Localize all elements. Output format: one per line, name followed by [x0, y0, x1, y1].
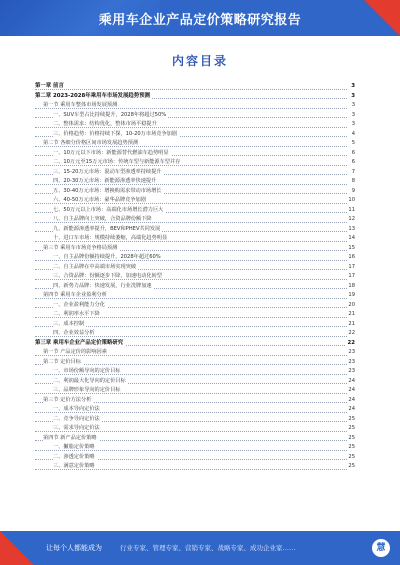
- toc-entry-page: 3: [351, 111, 355, 121]
- toc-entry-page: 23: [347, 367, 355, 377]
- toc-entry-label: 六、40-50万元市场：豪华品牌竞争加剧: [53, 197, 146, 203]
- toc-entry-label: 第四节 新产品定价策略: [43, 434, 97, 441]
- toc-entry[interactable]: [35, 301, 355, 311]
- toc-entry-label: 三、需求导向定价法: [53, 425, 100, 431]
- footer-red-corner: [0, 531, 34, 565]
- toc-entry-label: 第一章 前言: [35, 83, 64, 89]
- toc-entry-label: 第二节 各细分价格区间市场发展趋势预测: [43, 140, 139, 146]
- toc-entry-label: 十、进口车市场：规模持续萎缩，高端化趋势明显: [53, 235, 168, 241]
- toc-entry[interactable]: [35, 434, 355, 444]
- toc-entry-page: 25: [347, 424, 355, 434]
- toc-entry[interactable]: [35, 130, 355, 140]
- toc-entry-label: 四、新势力品牌：快速发展，行业洗牌加速: [53, 282, 152, 289]
- toc-entry-label: 一、市场份额导向的定价目标: [53, 368, 121, 374]
- toc-entry[interactable]: [35, 272, 355, 282]
- toc-entry-page: 8: [351, 177, 355, 187]
- toc-entry[interactable]: [35, 139, 355, 149]
- toc-entry[interactable]: [35, 358, 355, 368]
- toc-entry-label: 五、30-40万元市场：增换购需求带动市场增长: [53, 187, 162, 194]
- toc-entry-page: 10: [347, 196, 355, 206]
- table-of-contents: [35, 82, 355, 472]
- toc-entry[interactable]: [35, 120, 355, 130]
- toc-entry[interactable]: [35, 386, 355, 396]
- toc-entry[interactable]: [35, 424, 355, 434]
- toc-entry[interactable]: [35, 225, 355, 235]
- toc-entry[interactable]: [35, 177, 355, 187]
- toc-entry-label: 三、合资品牌：份额逐步下降，加速电动化转型: [53, 273, 162, 279]
- toc-entry-page: 24: [347, 377, 355, 387]
- toc-entry-page: 25: [347, 453, 355, 463]
- toc-entry-page: 16: [347, 253, 355, 263]
- toc-entry-label: 七、50万元以上市场：高端化市场增长潜力巨大: [53, 206, 164, 213]
- toc-entry-label: 九、新能源渗透率提升，BEV和PHEV共同发展: [53, 225, 161, 232]
- toc-entry-label: 二、利润最大化导向的定价目标: [53, 377, 126, 384]
- toc-entry[interactable]: [35, 234, 355, 244]
- toc-entry-page: 21: [347, 320, 355, 330]
- toc-entry-label: 第一节 产品定价的影响因素: [43, 349, 107, 355]
- toc-entry[interactable]: [35, 396, 355, 406]
- toc-entry-label: 三、成本控制: [53, 320, 85, 327]
- toc-entry-page: 22: [347, 329, 355, 339]
- toc-entry-label: 二、10万元至15万元市场：传统车型与新能源车型并存: [53, 159, 181, 165]
- report-footer: [0, 531, 400, 565]
- toc-entry-label: 二、利润率水平下降: [53, 311, 100, 317]
- toc-entry[interactable]: [35, 291, 355, 301]
- toc-entry-label: 第二节 定价目标: [43, 358, 81, 365]
- toc-entry[interactable]: [35, 196, 355, 206]
- toc-entry-page: 21: [347, 310, 355, 320]
- toc-entry-page: 7: [351, 168, 355, 178]
- toc-entry[interactable]: [35, 158, 355, 168]
- toc-entry[interactable]: [35, 263, 355, 273]
- toc-entry-page: 3: [351, 120, 355, 130]
- toc-entry-page: 11: [347, 206, 355, 216]
- toc-entry[interactable]: [35, 320, 355, 330]
- toc-entry-label: 一、企业盈利能力分化: [53, 301, 105, 308]
- toc-entry[interactable]: [35, 92, 355, 102]
- brand-logo-icon: 慧: [372, 539, 390, 557]
- toc-entry-label: 三、价格趋势：价格持续下探，10-20万市场竞争加剧: [53, 130, 178, 137]
- toc-entry-label: 一、SUV车型占比持续提升，2028年将超过50%: [53, 111, 167, 118]
- toc-entry-label: 第三节 乘用车市场竞争格局预测: [43, 244, 118, 251]
- toc-entry[interactable]: [35, 329, 355, 339]
- toc-entry[interactable]: [35, 443, 355, 453]
- toc-entry[interactable]: [35, 339, 355, 349]
- toc-entry[interactable]: [35, 415, 355, 425]
- toc-entry[interactable]: [35, 453, 355, 463]
- toc-leader-dots: [35, 89, 347, 90]
- toc-entry-label: 第三章 乘用车企业产品定价策略研究: [35, 339, 124, 346]
- toc-entry-label: 二、渗透定价策略: [53, 453, 95, 460]
- toc-entry-label: 一、自主品牌份额持续提升，2028年超过60%: [53, 254, 161, 260]
- toc-entry-page: 17: [347, 263, 355, 273]
- toc-heading: 内容目录: [171, 54, 228, 68]
- toc-entry[interactable]: [35, 187, 355, 197]
- toc-entry-page: 24: [347, 405, 355, 415]
- toc-entry-label: 四、企业效益分析: [53, 330, 95, 336]
- toc-entry[interactable]: [35, 462, 355, 472]
- toc-entry-page: 6: [351, 149, 355, 159]
- toc-entry[interactable]: [35, 215, 355, 225]
- toc-entry-label: 三、满意定价策略: [53, 463, 95, 469]
- toc-entry-label: 二、自主品牌在中高端市场实现突破: [53, 263, 137, 270]
- toc-entry-page: 25: [347, 434, 355, 444]
- toc-entry-label: 一、撇脂定价策略: [53, 444, 95, 450]
- toc-entry[interactable]: [35, 367, 355, 377]
- toc-entry[interactable]: [35, 244, 355, 254]
- toc-entry-page: 13: [347, 225, 355, 235]
- toc-entry-page: 19: [347, 291, 355, 301]
- toc-entry[interactable]: [35, 310, 355, 320]
- toc-entry[interactable]: [35, 111, 355, 121]
- toc-entry[interactable]: [35, 253, 355, 263]
- toc-entry-label: 二、竞争导向定价法: [53, 415, 100, 422]
- toc-entry-page: 23: [347, 358, 355, 368]
- toc-entry-label: 一、成本导向定价法: [53, 406, 100, 412]
- footer-slogan: 让每个人都能成为: [46, 544, 102, 552]
- toc-entry-label: 二、整体需求：结构优化，整体市场平稳提升: [53, 121, 157, 127]
- footer-roles: 行业专家、管理专家、营销专家、战略专家、成功企业家……: [120, 544, 296, 552]
- toc-entry-page: 25: [347, 443, 355, 453]
- toc-entry[interactable]: [35, 206, 355, 216]
- toc-entry-page: 3: [350, 92, 355, 102]
- toc-entry-page: 12: [347, 215, 355, 225]
- toc-entry-label: 一、10万元以下市场：新能源替代燃油车趋势明显: [53, 149, 169, 156]
- toc-entry-page: 14: [347, 234, 355, 244]
- toc-entry-page: 20: [347, 301, 355, 311]
- toc-entry-page: 25: [347, 415, 355, 425]
- toc-entry-page: 9: [351, 187, 355, 197]
- toc-entry-page: 24: [347, 386, 355, 396]
- toc-entry[interactable]: [35, 101, 355, 111]
- toc-entry-page: 24: [347, 396, 355, 406]
- toc-entry-page: 4: [351, 130, 355, 140]
- toc-entry[interactable]: [35, 377, 355, 387]
- toc-entry-label: 三、15-20万元市场：混动车型渗透率持续提升: [53, 168, 162, 175]
- toc-entry-page: 22: [346, 339, 355, 349]
- toc-entry[interactable]: [35, 405, 355, 415]
- toc-entry-page: 15: [347, 244, 355, 254]
- toc-entry-label: 第一节 乘用车整体市场发展预测: [43, 102, 118, 108]
- toc-entry-label: 第二章 2023-2028年乘用车市场发展趋势预测: [35, 92, 150, 99]
- toc-entry-label: 第三节 定价方法分析: [43, 396, 92, 403]
- toc-entry[interactable]: [35, 282, 355, 292]
- toc-entry-label: 第四节 乘用车企业盈利分析: [43, 292, 107, 298]
- report-header: [0, 0, 400, 36]
- toc-entry-page: 25: [347, 462, 355, 472]
- report-title: 乘用车企业产品定价策略研究报告: [98, 13, 302, 28]
- toc-entry-label: 三、品牌形象导向的定价目标: [53, 387, 121, 393]
- toc-entry[interactable]: [35, 82, 355, 92]
- toc-entry-label: 四、20-30万元市场：新能源渗透率快速提升: [53, 178, 157, 184]
- toc-entry-page: 18: [347, 282, 355, 292]
- toc-entry-label: 八、自主品牌向上突破，合资品牌份额下降: [53, 216, 152, 222]
- toc-entry[interactable]: [35, 348, 355, 358]
- toc-entry[interactable]: [35, 168, 355, 178]
- toc-entry-page: 3: [351, 101, 355, 111]
- toc-entry[interactable]: [35, 149, 355, 159]
- toc-entry-page: 5: [351, 139, 355, 149]
- toc-entry-page: 6: [351, 158, 355, 168]
- toc-entry-page: 17: [347, 272, 355, 282]
- toc-entry-page: 23: [347, 348, 355, 358]
- toc-entry-page: 3: [350, 82, 355, 92]
